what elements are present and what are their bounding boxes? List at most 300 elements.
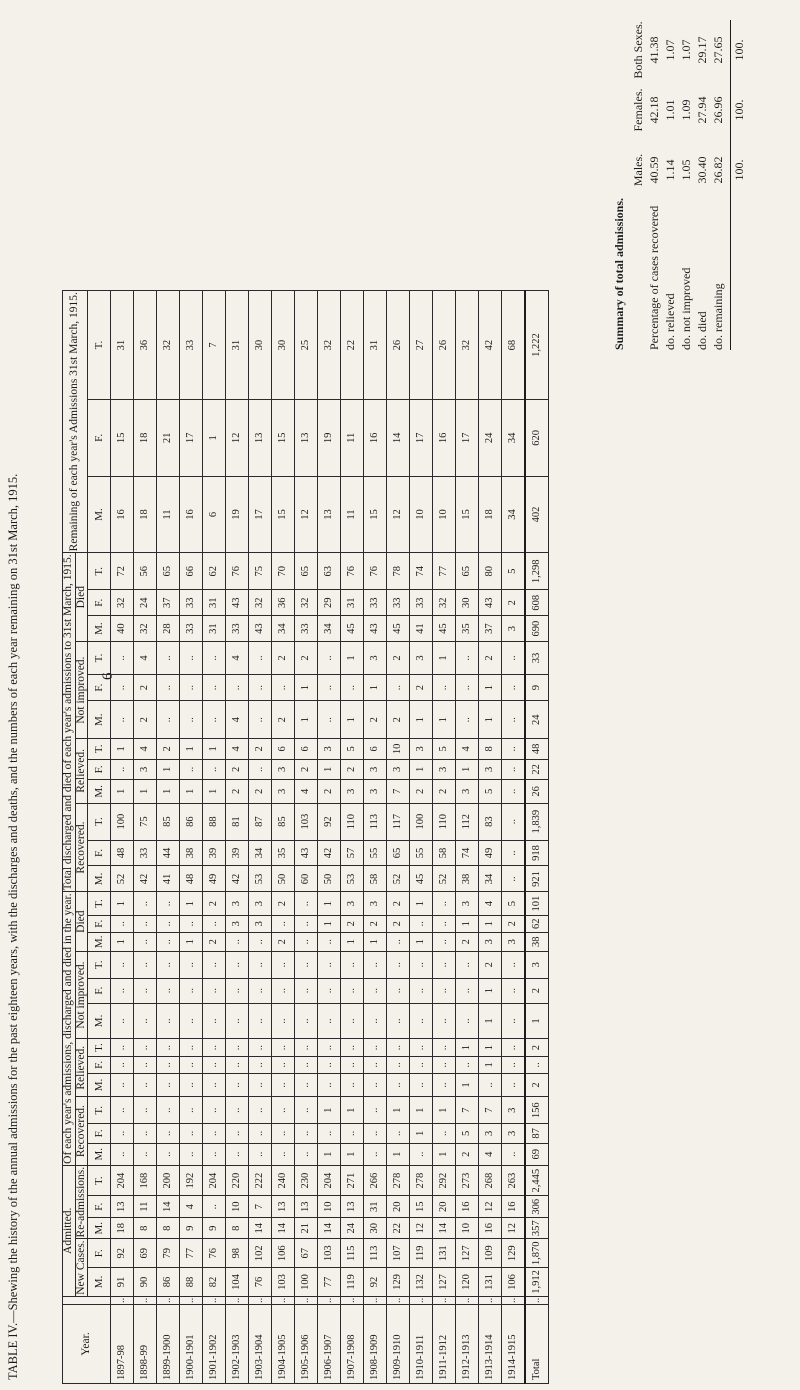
cell: 6 bbox=[295, 739, 318, 760]
cell: 103 bbox=[318, 1239, 341, 1268]
cell: .. bbox=[502, 780, 526, 804]
cell: .. bbox=[226, 951, 249, 978]
cell: .. bbox=[502, 1039, 526, 1057]
cell: 74 bbox=[456, 840, 479, 866]
cell: 3 bbox=[226, 915, 249, 932]
cell: .. bbox=[249, 1124, 272, 1143]
cell: 2 bbox=[203, 932, 226, 951]
cell: 2 bbox=[525, 978, 549, 1003]
cell: .. bbox=[272, 978, 295, 1003]
year-header: Year. bbox=[63, 1305, 111, 1384]
cell: 55 bbox=[410, 840, 433, 866]
row-year: 1903-1904 bbox=[249, 1305, 272, 1384]
table-row bbox=[364, 291, 387, 1384]
table-row bbox=[249, 291, 272, 1384]
cell: 17 bbox=[456, 400, 479, 477]
cell: 106 bbox=[502, 1268, 526, 1297]
summary-b: 41.38 bbox=[646, 36, 661, 64]
cell: .. bbox=[203, 642, 226, 675]
cell: .. bbox=[226, 1124, 249, 1143]
cell: .. bbox=[226, 932, 249, 951]
cell: 22 bbox=[341, 291, 364, 400]
cell: .. bbox=[295, 1039, 318, 1057]
cell: .. bbox=[203, 1097, 226, 1124]
cell: 5 bbox=[502, 553, 526, 590]
ra-m-header: M. bbox=[88, 1217, 111, 1239]
cell: .. bbox=[249, 951, 272, 978]
cell: .. bbox=[249, 1143, 272, 1165]
page-number: 6 bbox=[100, 672, 116, 680]
cell: 32 bbox=[134, 616, 157, 642]
cell: 5 bbox=[433, 739, 456, 760]
cell: .. bbox=[203, 978, 226, 1003]
cell: 45 bbox=[433, 616, 456, 642]
cell: 2 bbox=[249, 739, 272, 760]
cell: 13 bbox=[318, 476, 341, 553]
cell: .. bbox=[111, 915, 134, 932]
cell: 11 bbox=[341, 400, 364, 477]
grp0-m-header: M. bbox=[88, 1143, 111, 1165]
row-year: 1907-1908 bbox=[341, 1305, 364, 1384]
cell: 31 bbox=[341, 590, 364, 616]
cell: 92 bbox=[364, 1268, 387, 1297]
summary-row bbox=[662, 20, 678, 350]
re-admissions-header: Re-admissions. bbox=[74, 1166, 87, 1238]
cell: 3 bbox=[525, 951, 549, 978]
cell: 110 bbox=[433, 803, 456, 840]
cell: 2 bbox=[295, 642, 318, 675]
cell: 69 bbox=[525, 1143, 549, 1165]
cell: .. bbox=[134, 892, 157, 915]
cell: .. bbox=[502, 1056, 526, 1073]
cell: 2 bbox=[387, 892, 410, 915]
grp0-t-header: T. bbox=[88, 1097, 111, 1124]
cell: 69 bbox=[134, 1239, 157, 1268]
cell: 48 bbox=[180, 866, 203, 892]
cell: 77 bbox=[433, 553, 456, 590]
cell: 24 bbox=[134, 590, 157, 616]
cell: .. bbox=[157, 642, 180, 675]
cell: 33 bbox=[180, 590, 203, 616]
cell: 3 bbox=[410, 642, 433, 675]
cell: 3 bbox=[364, 892, 387, 915]
cell: 306 bbox=[525, 1196, 549, 1218]
cell: .. bbox=[295, 951, 318, 978]
cell: .. bbox=[502, 701, 526, 739]
cell: 1 bbox=[479, 674, 502, 701]
table-row bbox=[387, 291, 410, 1384]
grp4-f-header: F. bbox=[88, 840, 111, 866]
cell: .. bbox=[502, 739, 526, 760]
cell: 24 bbox=[341, 1217, 364, 1239]
cell: 1 bbox=[134, 780, 157, 804]
cell: .. bbox=[249, 1039, 272, 1057]
cell: .. bbox=[502, 840, 526, 866]
table-row bbox=[456, 291, 479, 1384]
table-row bbox=[272, 291, 295, 1384]
cell: 266 bbox=[364, 1165, 387, 1196]
nc-f-header: F. bbox=[88, 1239, 111, 1268]
cell: .. bbox=[180, 674, 203, 701]
sub-relieved-header: Relieved. bbox=[75, 1039, 88, 1097]
cell: .. bbox=[341, 1039, 364, 1057]
cell: .. bbox=[203, 1039, 226, 1057]
cell: 2 bbox=[410, 780, 433, 804]
cell: 1 bbox=[180, 892, 203, 915]
cell: .. bbox=[134, 1097, 157, 1124]
cell: .. bbox=[226, 1039, 249, 1057]
summary-col-females: Females. bbox=[631, 88, 645, 132]
cell: 608 bbox=[525, 590, 549, 616]
cell: 76 bbox=[249, 1268, 272, 1297]
cell: .. bbox=[203, 1296, 226, 1304]
cell: 43 bbox=[295, 840, 318, 866]
cell: 100 bbox=[295, 1268, 318, 1297]
grp4-m-header: M. bbox=[88, 866, 111, 892]
cell: .. bbox=[456, 1296, 479, 1304]
cell: 31 bbox=[364, 291, 387, 400]
cell: 33 bbox=[295, 616, 318, 642]
cell: .. bbox=[295, 1124, 318, 1143]
cell: .. bbox=[203, 1003, 226, 1038]
summary-row bbox=[710, 20, 726, 350]
row-year: 1909-1910 bbox=[387, 1305, 410, 1384]
cell: 19 bbox=[318, 400, 341, 477]
cell: 119 bbox=[410, 1239, 433, 1268]
cell: 1 bbox=[479, 1056, 502, 1073]
row-year: 1908-1909 bbox=[364, 1305, 387, 1384]
cell: .. bbox=[502, 866, 526, 892]
cell: .. bbox=[525, 1296, 549, 1304]
cell: 60 bbox=[295, 866, 318, 892]
cell: 2 bbox=[249, 780, 272, 804]
cell: .. bbox=[226, 1073, 249, 1097]
cell: 1 bbox=[479, 1039, 502, 1057]
cell: 2 bbox=[226, 780, 249, 804]
cell: 31 bbox=[226, 291, 249, 400]
cell: .. bbox=[341, 1003, 364, 1038]
cell: 7 bbox=[479, 1097, 502, 1124]
grp3-f-header: F. bbox=[88, 915, 111, 932]
cell: .. bbox=[111, 1039, 134, 1057]
admissions-history-table bbox=[62, 290, 549, 1384]
cell: .. bbox=[318, 1073, 341, 1097]
cell: 67 bbox=[295, 1239, 318, 1268]
cell: 1 bbox=[479, 915, 502, 932]
cell: 66 bbox=[180, 553, 203, 590]
dots-header bbox=[63, 1296, 111, 1304]
cell: .. bbox=[134, 951, 157, 978]
cell: .. bbox=[318, 1296, 341, 1304]
cell: 3 bbox=[318, 739, 341, 760]
cell: 25 bbox=[295, 291, 318, 400]
cell: .. bbox=[249, 674, 272, 701]
grp7-m-header: M. bbox=[88, 616, 111, 642]
cell: 1 bbox=[433, 1097, 456, 1124]
cell: 8 bbox=[226, 1217, 249, 1239]
cell: 200 bbox=[157, 1165, 180, 1196]
cell: 65 bbox=[387, 840, 410, 866]
cell: 85 bbox=[272, 803, 295, 840]
cell: 30 bbox=[249, 291, 272, 400]
cell: .. bbox=[226, 1143, 249, 1165]
cell: .. bbox=[318, 932, 341, 951]
table-row bbox=[203, 291, 226, 1384]
table-row bbox=[479, 291, 502, 1384]
cell: 101 bbox=[525, 892, 549, 915]
cell: 127 bbox=[433, 1268, 456, 1297]
cell: .. bbox=[157, 1296, 180, 1304]
summary-label: do. relieved bbox=[662, 293, 677, 350]
cell: 22 bbox=[387, 1217, 410, 1239]
cell: 117 bbox=[387, 803, 410, 840]
cell: .. bbox=[364, 1003, 387, 1038]
grp6-m-header: M. bbox=[88, 701, 111, 739]
cell: 45 bbox=[387, 616, 410, 642]
cell: 12 bbox=[502, 1217, 526, 1239]
cell: .. bbox=[433, 1073, 456, 1097]
cell: 77 bbox=[180, 1239, 203, 1268]
cell: .. bbox=[180, 978, 203, 1003]
of-each-year-header: Of each year's admissions, discharged and died in the year. bbox=[62, 893, 74, 1164]
cell: 1 bbox=[364, 674, 387, 701]
cell: 1 bbox=[341, 1143, 364, 1165]
cell: 2 bbox=[341, 759, 364, 780]
cell: .. bbox=[364, 1056, 387, 1073]
cell: .. bbox=[295, 1143, 318, 1165]
cell: 14 bbox=[249, 1217, 272, 1239]
cell: 119 bbox=[341, 1268, 364, 1297]
cell: 1 bbox=[111, 780, 134, 804]
cell: 42 bbox=[318, 840, 341, 866]
nc-m-header: M. bbox=[88, 1268, 111, 1297]
cell: 1 bbox=[433, 1143, 456, 1165]
cell: 70 bbox=[272, 553, 295, 590]
cell: 72 bbox=[111, 553, 134, 590]
cell: 41 bbox=[157, 866, 180, 892]
cell: .. bbox=[111, 951, 134, 978]
cell: .. bbox=[203, 674, 226, 701]
cell: 4 bbox=[479, 1143, 502, 1165]
cell: .. bbox=[341, 1296, 364, 1304]
cell: 86 bbox=[180, 803, 203, 840]
total-discharged-header: Total discharged and died of each year's admissions to 31st March, 1915. bbox=[62, 554, 74, 891]
cell: 42 bbox=[226, 866, 249, 892]
cell: .. bbox=[157, 1143, 180, 1165]
cell: .. bbox=[272, 1097, 295, 1124]
cell: .. bbox=[364, 1073, 387, 1097]
summary-m: 40.59 bbox=[646, 156, 661, 184]
grp1-m-header: M. bbox=[88, 1073, 111, 1097]
cell: 107 bbox=[387, 1239, 410, 1268]
cell: .. bbox=[364, 1039, 387, 1057]
cell: 3 bbox=[272, 780, 295, 804]
cell: .. bbox=[364, 951, 387, 978]
cell: .. bbox=[134, 978, 157, 1003]
cell: 204 bbox=[318, 1165, 341, 1196]
cell: .. bbox=[249, 1056, 272, 1073]
cell: 20 bbox=[433, 1196, 456, 1218]
row-year: 1898-99 bbox=[134, 1305, 157, 1384]
cell: .. bbox=[157, 674, 180, 701]
cell: 7 bbox=[249, 1196, 272, 1218]
cell: .. bbox=[456, 642, 479, 675]
grp5-f-header: F. bbox=[88, 759, 111, 780]
tot-recovered-header: Recovered. bbox=[75, 803, 88, 892]
cell: 2 bbox=[157, 739, 180, 760]
cell: 220 bbox=[226, 1165, 249, 1196]
cell: 16 bbox=[479, 1217, 502, 1239]
cell: 27 bbox=[410, 291, 433, 400]
cell: .. bbox=[226, 1003, 249, 1038]
cell: .. bbox=[111, 674, 134, 701]
summary-row bbox=[646, 20, 662, 350]
cell: 35 bbox=[272, 840, 295, 866]
cell: .. bbox=[479, 1073, 502, 1097]
cell: 37 bbox=[157, 590, 180, 616]
cell: .. bbox=[410, 1073, 433, 1097]
cell: .. bbox=[272, 1056, 295, 1073]
cell: 4 bbox=[226, 701, 249, 739]
cell: .. bbox=[180, 1073, 203, 1097]
cell: 103 bbox=[295, 803, 318, 840]
cell: 240 bbox=[272, 1165, 295, 1196]
cell: 2 bbox=[525, 1073, 549, 1097]
cell: 5 bbox=[502, 892, 526, 915]
row-year: 1900-1901 bbox=[180, 1305, 203, 1384]
cell: 14 bbox=[433, 1217, 456, 1239]
cell: 81 bbox=[226, 803, 249, 840]
table-row bbox=[502, 291, 526, 1384]
cell: 39 bbox=[226, 840, 249, 866]
summary-title: Summary of total admissions. bbox=[612, 197, 626, 350]
cell: 13 bbox=[111, 1196, 134, 1218]
cell: 17 bbox=[180, 400, 203, 477]
cell: .. bbox=[203, 701, 226, 739]
cell: 1 bbox=[410, 1097, 433, 1124]
cell: 40 bbox=[111, 616, 134, 642]
ra-t-header: T. bbox=[88, 1165, 111, 1196]
table-row bbox=[341, 291, 364, 1384]
cell: .. bbox=[318, 674, 341, 701]
cell: 112 bbox=[456, 803, 479, 840]
cell: .. bbox=[203, 1124, 226, 1143]
cell: 620 bbox=[525, 400, 549, 477]
sub-died-header: Died bbox=[75, 892, 88, 952]
cell: .. bbox=[249, 1073, 272, 1097]
cell: 41 bbox=[410, 616, 433, 642]
cell: 4 bbox=[295, 780, 318, 804]
summary-f: 27.94 bbox=[694, 96, 709, 124]
row-year: Total bbox=[525, 1305, 549, 1384]
cell: .. bbox=[410, 951, 433, 978]
cell: 32 bbox=[295, 590, 318, 616]
cell: .. bbox=[249, 759, 272, 780]
cell: 2 bbox=[456, 1143, 479, 1165]
cell: 8 bbox=[134, 1217, 157, 1239]
cell: .. bbox=[134, 1124, 157, 1143]
cell: 34 bbox=[502, 400, 526, 477]
cell: .. bbox=[364, 1124, 387, 1143]
cell: 1 bbox=[387, 1143, 410, 1165]
row-year: 1911-1912 bbox=[433, 1305, 456, 1384]
row-year: 1905-1906 bbox=[295, 1305, 318, 1384]
cell: 1 bbox=[410, 701, 433, 739]
cell: 14 bbox=[318, 1217, 341, 1239]
cell: .. bbox=[341, 674, 364, 701]
cell: 5 bbox=[341, 739, 364, 760]
cell: 1 bbox=[295, 674, 318, 701]
cell: 263 bbox=[502, 1165, 526, 1196]
cell: 168 bbox=[134, 1165, 157, 1196]
cell: 16 bbox=[502, 1196, 526, 1218]
cell: 156 bbox=[525, 1097, 549, 1124]
cell: 3 bbox=[410, 739, 433, 760]
summary-rows bbox=[646, 20, 726, 350]
cell: 106 bbox=[272, 1239, 295, 1268]
cell: 18 bbox=[134, 476, 157, 553]
cell: 58 bbox=[364, 866, 387, 892]
cell: .. bbox=[525, 1056, 549, 1073]
cell: 52 bbox=[111, 866, 134, 892]
cell: .. bbox=[387, 1039, 410, 1057]
cell: 65 bbox=[157, 553, 180, 590]
cell: 31 bbox=[364, 1196, 387, 1218]
cell: 12 bbox=[410, 1217, 433, 1239]
cell: .. bbox=[387, 1003, 410, 1038]
cell: 82 bbox=[203, 1268, 226, 1297]
cell: .. bbox=[249, 1296, 272, 1304]
cell: 5 bbox=[479, 780, 502, 804]
cell: 3 bbox=[341, 892, 364, 915]
cell: 1 bbox=[479, 978, 502, 1003]
cell: 268 bbox=[479, 1165, 502, 1196]
cell: 3 bbox=[502, 616, 526, 642]
cell: 18 bbox=[479, 476, 502, 553]
cell: 76 bbox=[226, 553, 249, 590]
cell: .. bbox=[111, 978, 134, 1003]
cell: .. bbox=[226, 1296, 249, 1304]
cell: .. bbox=[387, 1296, 410, 1304]
cell: .. bbox=[157, 1003, 180, 1038]
summary-total-f: 100. bbox=[731, 99, 746, 121]
cell: 32 bbox=[318, 291, 341, 400]
cell: 12 bbox=[226, 400, 249, 477]
cell: 30 bbox=[272, 291, 295, 400]
cell: .. bbox=[272, 1124, 295, 1143]
cell: 1 bbox=[318, 892, 341, 915]
cell: .. bbox=[272, 1296, 295, 1304]
cell: 65 bbox=[456, 553, 479, 590]
grp5-m-header: M. bbox=[88, 780, 111, 804]
cell: 1 bbox=[364, 932, 387, 951]
table-row bbox=[134, 291, 157, 1384]
cell: 55 bbox=[364, 840, 387, 866]
cell: 192 bbox=[180, 1165, 203, 1196]
cell: 3 bbox=[134, 759, 157, 780]
summary-f: 1.09 bbox=[678, 99, 693, 121]
cell: 15 bbox=[410, 1196, 433, 1218]
cell: 2 bbox=[410, 674, 433, 701]
cell: 131 bbox=[479, 1268, 502, 1297]
grp1-t-header: T. bbox=[88, 1039, 111, 1057]
cell: 3 bbox=[502, 932, 526, 951]
cell: .. bbox=[456, 674, 479, 701]
cell: 1 bbox=[111, 932, 134, 951]
cell: 357 bbox=[525, 1217, 549, 1239]
cell: 113 bbox=[364, 803, 387, 840]
cell: 1 bbox=[387, 1097, 410, 1124]
